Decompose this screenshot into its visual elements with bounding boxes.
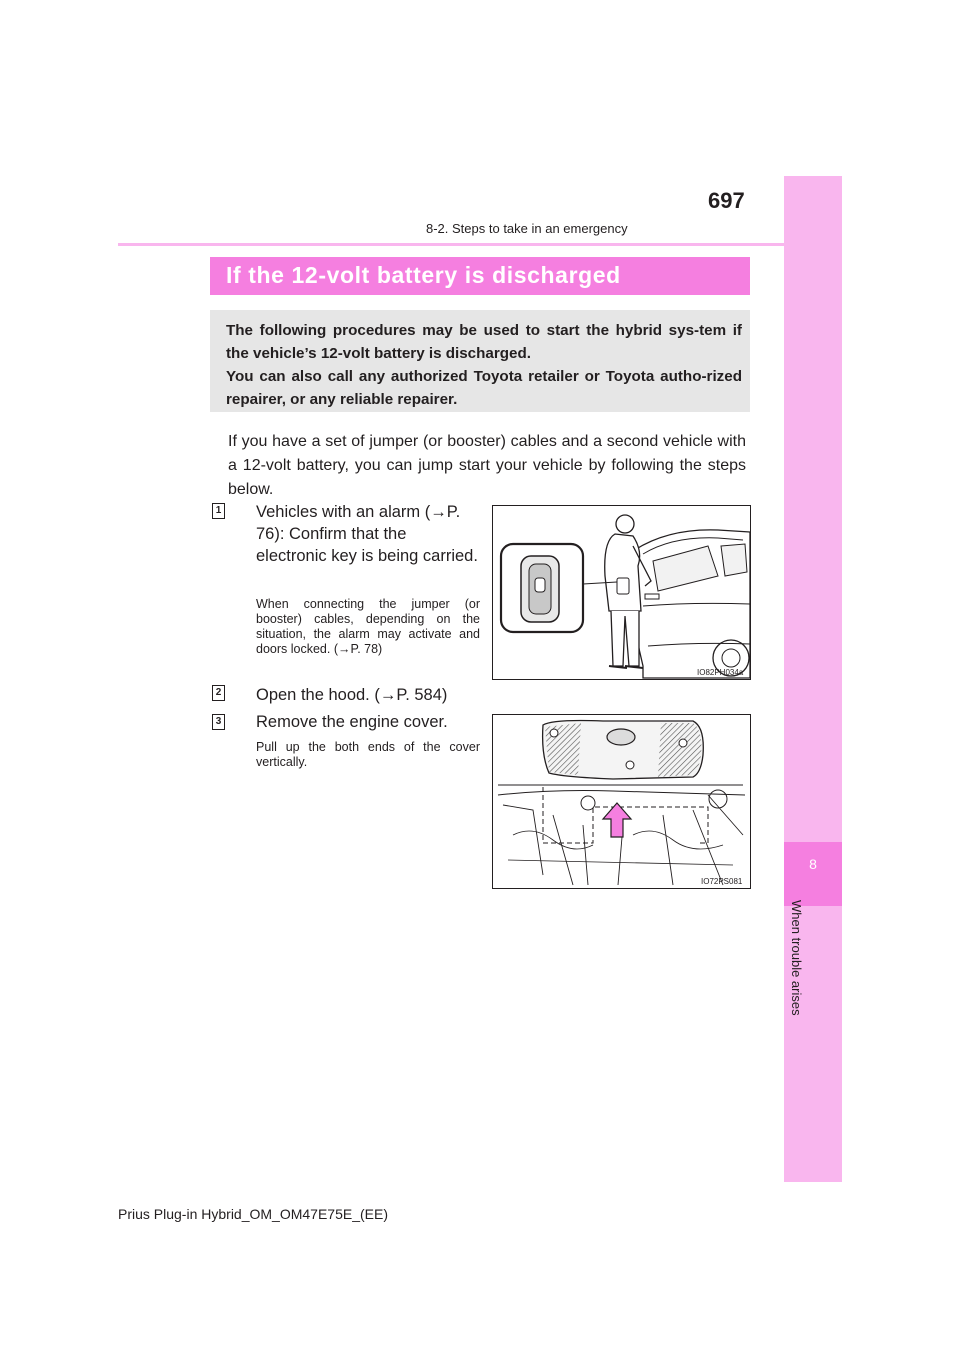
chapter-title-text: When trouble arises [789,900,804,1016]
figure-1-code: IO82PH034a [697,668,744,677]
step-number-2: 2 [212,685,225,701]
page-number: 697 [708,188,745,213]
figure-electronic-key [492,505,751,680]
step-2-text: Open the hood. (→P. 584) [256,686,448,704]
step-3-text: Remove the engine cover. [256,713,448,731]
electronic-key-illustration [493,506,750,679]
step-3-note: Pull up the both ends of the cover vertically. [256,740,480,769]
body-paragraph: If you have a set of jumper (or booster) cables and a second vehicle with a 12-volt battery, you can jump start your vehicle by following the steps below. [228,433,746,498]
header-rule [118,243,842,246]
figure-engine-cover [492,714,751,889]
intro-paragraph-1: The following procedures may be used to start the hybrid sys-tem if the vehicle’s 12-volt battery is discharged. [226,322,742,362]
chapter-tab-active [784,842,842,906]
chapter-title [789,900,820,1100]
step-1-note: When connecting the jumper (or booster) cables, depending on the situation, the alarm may activate and doors locked. (→P. 78) [256,597,480,656]
footer-document-id: Prius Plug-in Hybrid_OM_OM47E75E_(EE) [118,1206,388,1222]
section-title: 8-2. Steps to take in an emergency [426,221,628,236]
intro-paragraph-2: You can also call any authorized Toyota retailer or Toyota autho-rized repairer, or any reliable repairer. [226,368,742,408]
step-1-text: Vehicles with an alarm (→P. 76): Confirm that the electronic key is being carried. [256,503,478,565]
chapter-number: 8 [809,856,817,872]
step-number-1: 1 [212,503,225,519]
engine-cover-illustration [493,715,750,888]
step-number-3: 3 [212,714,225,730]
page-title: If the 12-volt battery is discharged [226,262,621,288]
figure-2-code: IO72PS081 [701,877,743,886]
intro-box [210,310,750,412]
